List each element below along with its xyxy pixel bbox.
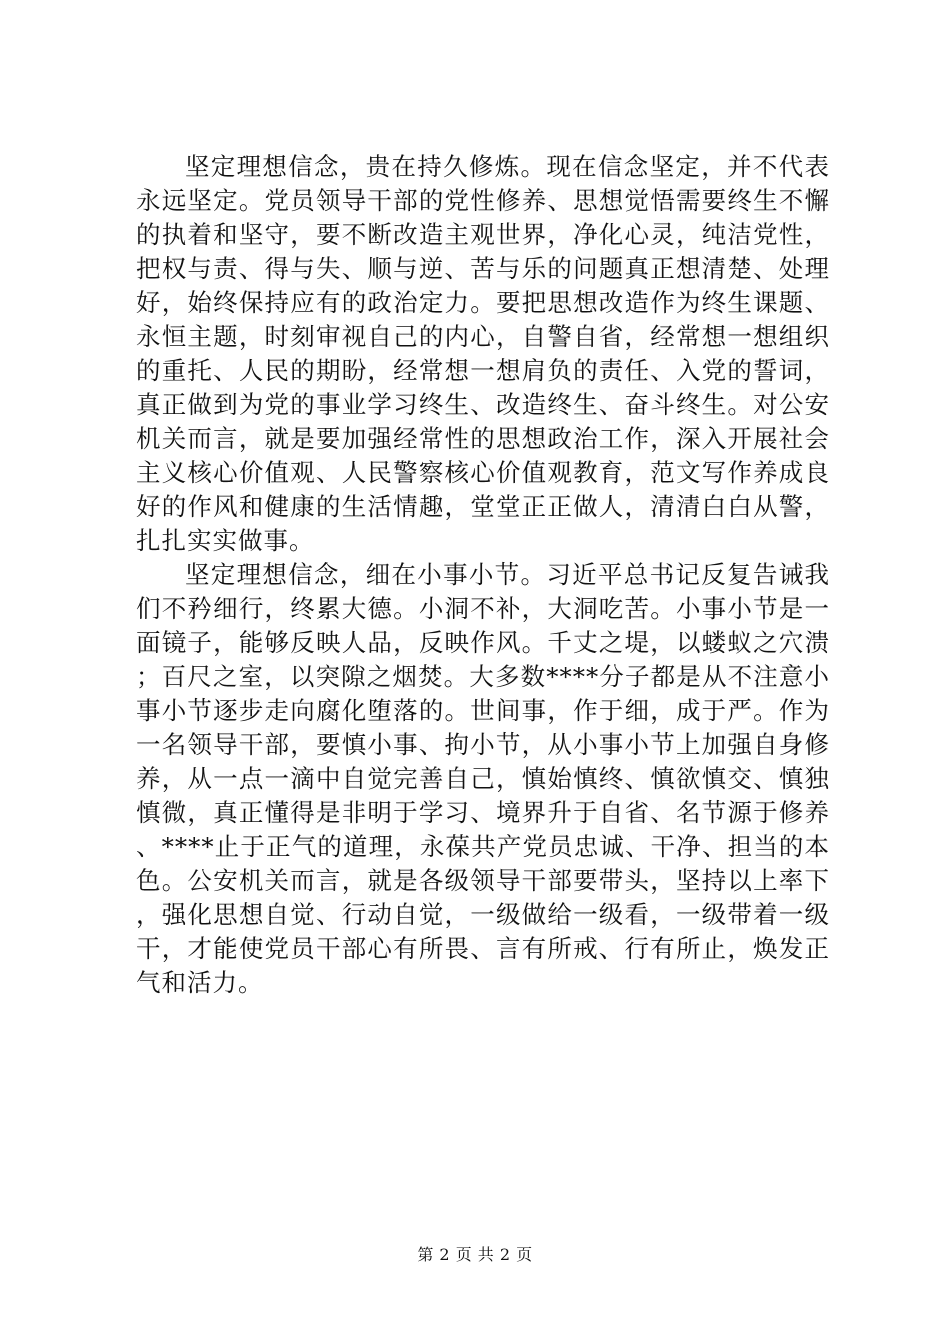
paragraph-ideals-persistence: 坚定理想信念，贵在持久修炼。现在信念坚定，并不代表永远坚定。党员领导干部的党性修养、思想觉悟需要终生不懈的执着和坚守，要不断改造主观世界，净化心灵，纯洁党性，把权与责、得与失、顺与逆、苦与乐的问题真正想清楚、处理好，始终保持应有的政治定力。要把思想改造作为终生课题、永恒主题，时刻审视自己的内心，自警自省，经常想一想组织的重托、人民的期盼，经常想一想肩负的责任、入党的誓词，真正做到为党的事业学习终生、改造终生、奋斗终生。对公安机关而言，就是要加强经常性的思想政治工作，深入开展社会主义核心价值观、人民警察核心价值观教育，范文写作养成良好的作风和健康的生活情趣，堂堂正正做人，清清白白从警，扎扎实实做事。 (136, 152, 830, 555)
page-footer: 第 2 页 共 2 页 (417, 1245, 533, 1264)
paragraph-ideals-details: 坚定理想信念，细在小事小节。习近平总书记反复告诫我们不矜细行，终累大德。小洞不补，大洞吃苦。小事小节是一面镜子，能够反映人品，反映作风。千丈之堤，以蝼蚁之穴溃；百尺之室，以突隙之烟焚。大多数****分子都是从不注意小事小节逐步走向腐化堕落的。世间事，作于细，成于严。作为一名领导干部，要慎小事、拘小节，从小事小节上加强自身修养，从一点一滴中自觉完善自己，慎始慎终、慎欲慎交、慎独慎微，真正懂得是非明于学习、境界升于自省、名节源于修养、****止于正气的道理，永葆共产党员忠诚、干净、担当的本色。公安机关而言，就是各级领导干部要带头，坚持以上率下，强化思想自觉、行动自觉，一级做给一级看，一级带着一级干，才能使党员干部心有所畏、言有所戒、行有所止，焕发正气和活力。 (136, 560, 830, 997)
document-body (136, 150, 830, 1000)
